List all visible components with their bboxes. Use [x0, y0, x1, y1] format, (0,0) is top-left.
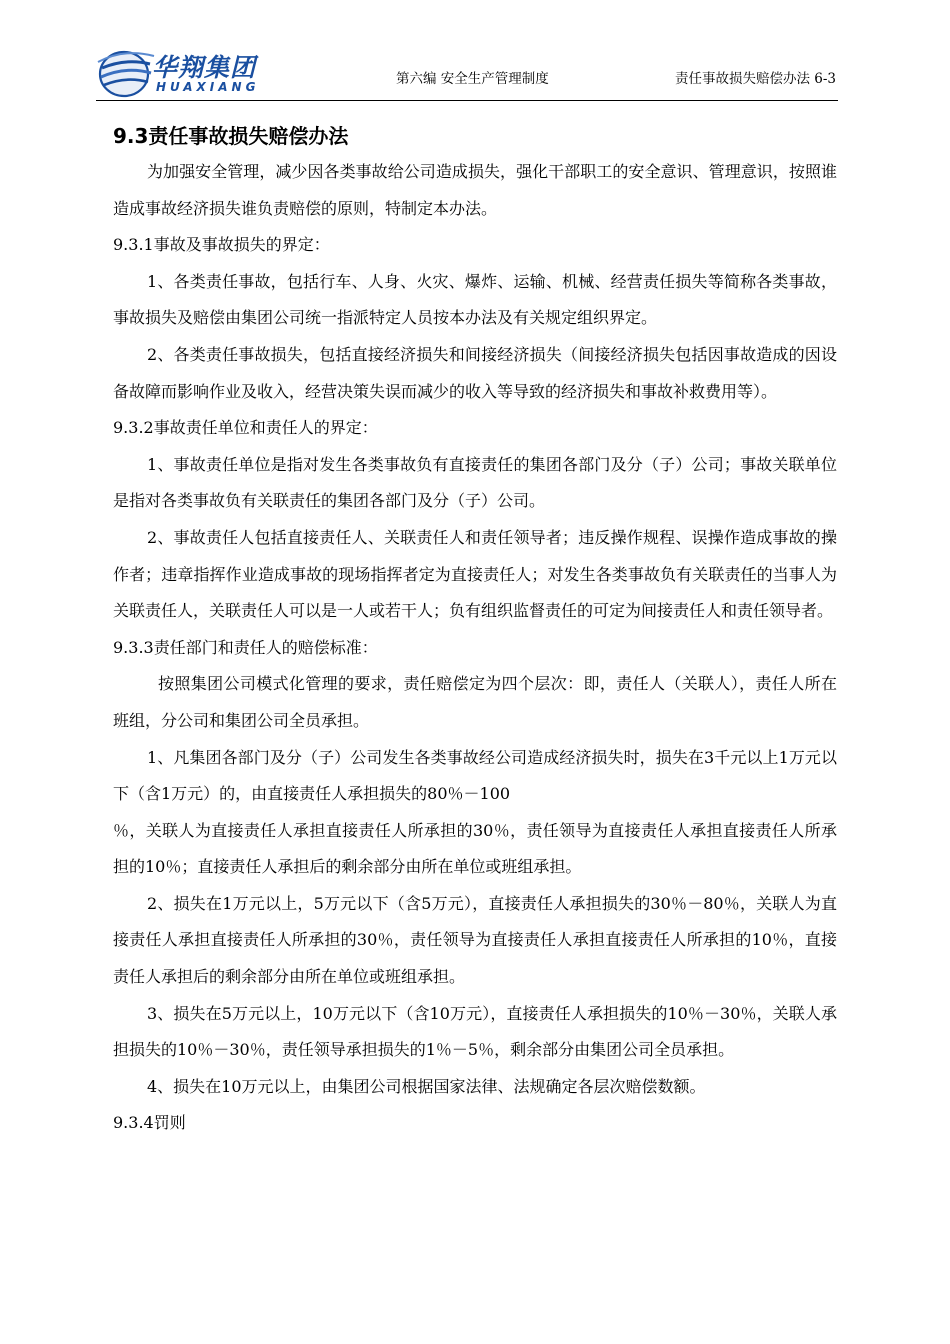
paragraph: 1、凡集团各部门及分（子）公司发生各类事故经公司造成经济损失时，损失在3千元以上1万元以下（含1万元）的，由直接责任人承担损失的80％－100	[113, 747, 837, 804]
page-header	[96, 44, 838, 101]
globe-logo-icon	[96, 44, 156, 100]
header-page-label: 责任事故损失赔偿办法 6-3	[674, 71, 836, 87]
paragraph: 1、各类责任事故，包括行车、人身、火灾、爆炸、运输、机械、经营责任损失等简称各类事故，事故损失及赔偿由集团公司统一指派特定人员按本办法及有关规定组织界定。	[113, 271, 837, 328]
section-heading-9-3-2: 9.3.2事故责任单位和责任人的界定：	[113, 418, 378, 438]
paragraph: 按照集团公司模式化管理的要求，责任赔偿定为四个层次：即，责任人（关联人），责任人所在班组，分公司和集团公司全员承担。	[113, 674, 837, 730]
paragraph: 4、损失在10万元以上，由集团公司根据国家法律、法规确定各层次赔偿数额。	[147, 1076, 706, 1096]
section-title: 9.3责任事故损失赔偿办法	[113, 124, 349, 148]
section-heading-9-3-3: 9.3.3责任部门和责任人的赔偿标准：	[113, 637, 378, 657]
paragraph: 1、事故责任单位是指对发生各类事故负有直接责任的集团各部门及分（子）公司；事故关联单位是指对各类事故负有关联责任的集团各部门及分（子）公司。	[113, 454, 837, 511]
logo-chinese-text: 华翔集团	[152, 53, 257, 82]
paragraph: 2、各类责任事故损失，包括直接经济损失和间接经济损失（间接经济损失包括因事故造成的因设备故障而影响作业及收入，经营决策失误而减少的收入等导致的经济损失和事故补救费用等）。	[113, 344, 837, 401]
paragraph: 3、损失在5万元以上，10万元以下（含10万元），直接责任人承担损失的10％－30％，关联人承担损失的10％－30％，责任领导承担损失的1％－5％，剩余部分由集团公司全员承担。	[113, 1003, 837, 1060]
section-heading-9-3-1: 9.3.1事故及事故损失的界定：	[113, 235, 330, 255]
section-heading-9-3-4: 9.3.4罚则	[113, 1113, 186, 1133]
logo-english-text: HUAXIANG	[156, 80, 260, 94]
paragraph: 2、损失在1万元以上，5万元以下（含5万元），直接责任人承担损失的30％－80％，关联人为直接责任人承担直接责任人所承担的30％，责任领导为直接责任人承担直接责任人所承担的10％，直接责任人承担后的剩余部分由所在单位或班组承担。	[113, 893, 837, 987]
intro-paragraph: 为加强安全管理，减少因各类事故给公司造成损失，强化干部职工的安全意识、管理意识，按照谁造成事故经济损失谁负责赔偿的原则，特制定本办法。	[113, 162, 837, 218]
paragraph: 2、事故责任人包括直接责任人、关联责任人和责任领导者；违反操作规程、误操作造成事故的操作者；违章指挥作业造成事故的现场指挥者定为直接责任人；对发生各类事故负有关联责任的当事人为关联责任人，关联责任人可以是一人或若干人；负有组织监督责任的可定为间接责任人和责任领导者。	[113, 527, 837, 621]
document-body	[113, 118, 837, 1142]
company-logo	[96, 44, 286, 100]
paragraph-continuation: ％，关联人为直接责任人承担直接责任人所承担的30％，责任领导为直接责任人承担直接责任人所承担的10％；直接责任人承担后的剩余部分由所在单位或班组承担。	[113, 820, 837, 877]
header-section-title: 第六编 安全生产管理制度	[396, 71, 549, 87]
